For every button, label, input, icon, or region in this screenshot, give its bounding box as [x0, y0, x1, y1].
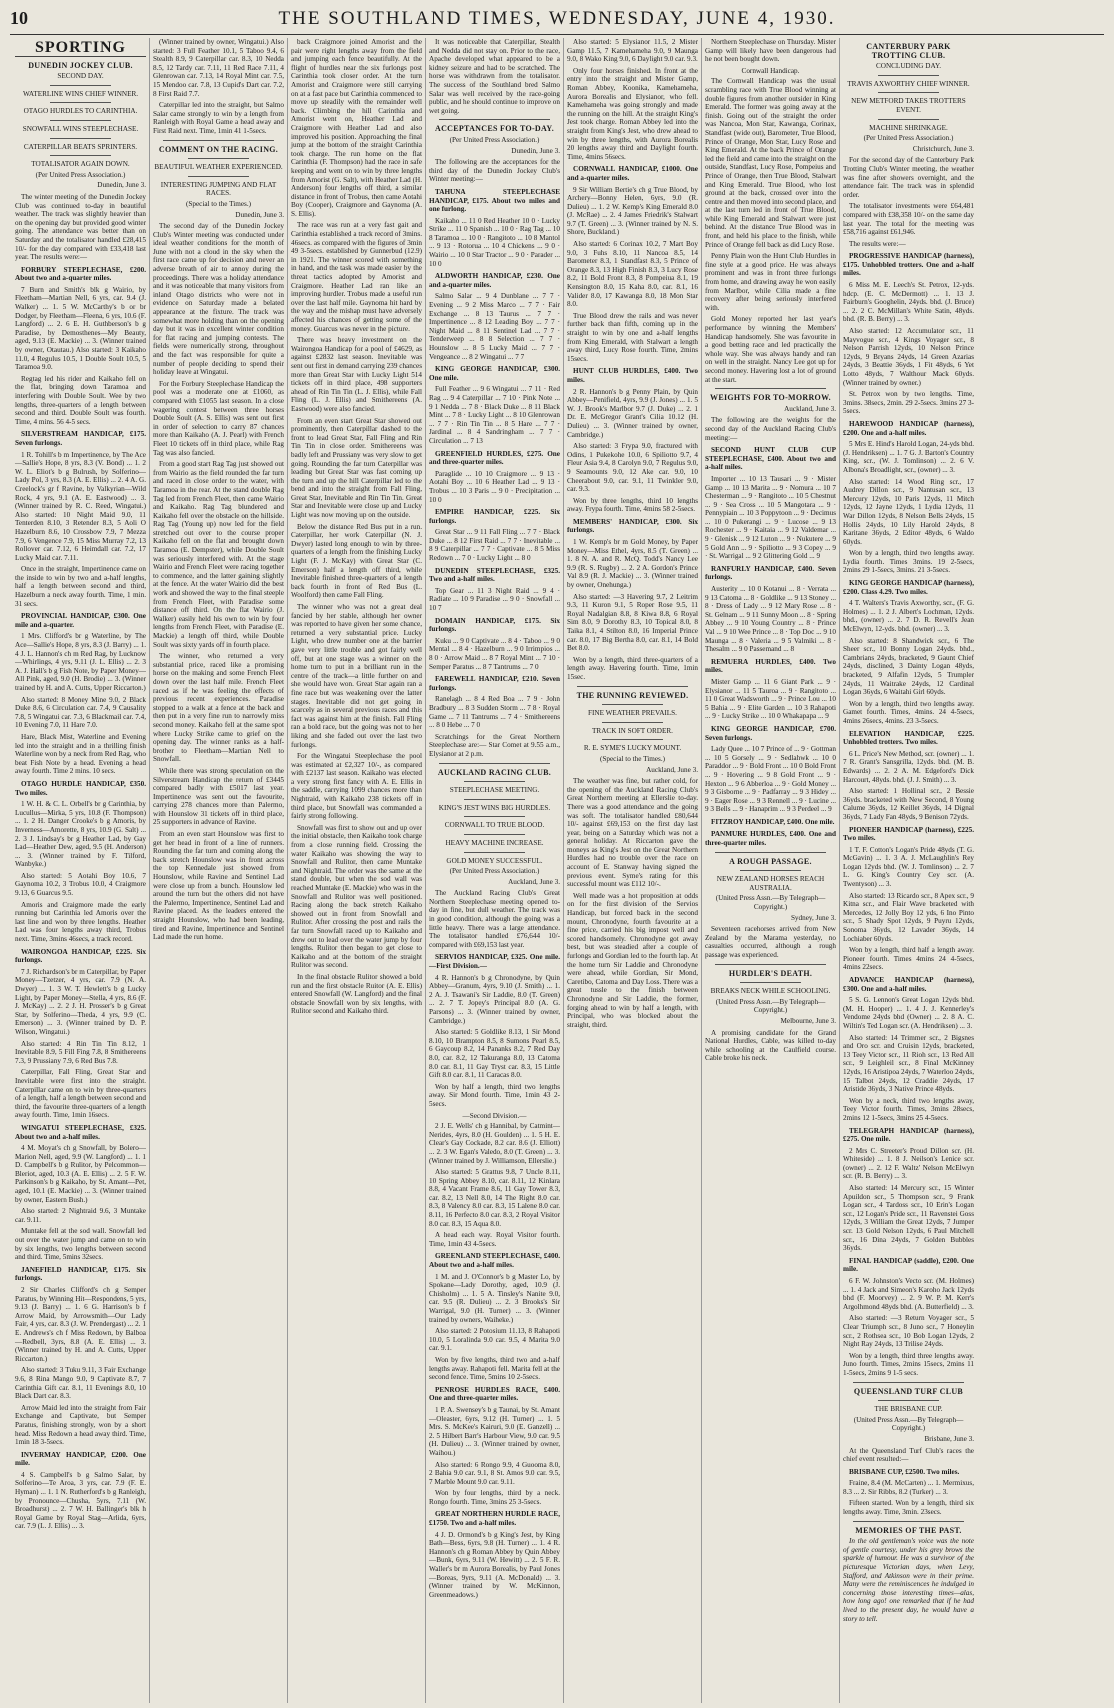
race-result: 7 Burn and Smith's blk g Wairio, by Fleetham—Martian Nell, 6 yrs, car. 9.4 (J. Walker) ... 1. 5 W. McCarthy's b or br Dodger, by Fleetham—Fleena, 6 yrs, 10.6 (F. Langford) ... 2. 6 E. H. Guthberson's b g Paradise, by Demosthenes—My Beauty, aged, 9.13 (E. Mackie) ... 3. (Winner trained by owner, Otautau.) Also started: 3 Kaikaho 11.0, 4 Regulus 10.5, 1 Double Soult 10.5, 5 Taramoa 9.0.: [15, 285, 146, 372]
race-result: Also started: 14 Trimmer scr., 2 Bigsnes and Oro scr. and Cruisin 12yds, bracketed, 13 Teey Victor scr., 11 Rioh scr., 13 Red All scr., 9 Leighleil scr., 8 Final McKinney 12yds, 16 Aristipoa 24yds, 7 Waterloo 24yds, 15 Talbot 24yds, 12 Craddie 24yds, 17 Aristide 36yds, 3 Native Prince 48yds.: [843, 1033, 974, 1094]
article-paragraph: While there was strong speculation on the Silverstream Handicap the return of £3445 compared badly with £5017 last year. Impertinence was sent out the favourite, carrying 278 chances more than Palermo, with Hounslow 31 tickets off in third place, 25 supporters in advance of Ravine.: [153, 766, 284, 827]
dateline: Christchurch, June 3.: [912, 144, 974, 153]
race-result: 5 Mrs E. Hind's Harold Logan, 24-yds bhd. (J. Hendriksen) ... 1. 7 G. J. Barton's Country King, scr., (W. J. Tomlinson) ... 2. 6 V. Albona's Broadlight, scr., (owner) ... 3.: [843, 440, 974, 474]
article-paragraph: A promising candidate for the Grand National Hurdles, Cable, was killed to-day while schooling at the Caulfield course. Cable broke his neck.: [705, 1028, 836, 1063]
article-paragraph: The race was run at a very fast gait and Carinthia established a track record of 3mins. 46secs. as compared with the figures of 3min 49 3-5secs. established by Gunnerbud (12.9) in 1921. The winner scored with something in hand, and the task was made easier by the threat tactics adopted by Amorist and Craigmore. Heather Lad ran like an improving hurdler. Trobus made a useful run over the last half mile. Gaynoma hit hard by the way and the mishap must have adversely affected his chances of getting some of the money. Guarcus was never in the picture.: [291, 221, 422, 333]
race-result: Also started: 6 Corinax 10.2, 7 Mart Boy 9.0, 3 Fuhs 8.10, 11 Nancoa 8.5, 14 Barometer 8.3, 1 Standfast 8.3, 5 Prince of Orange 8.3, 13 High Finish 8.3, 3 Lucy Rose 8.2, 11 Bold Front 8.3, 8 Pompeiua 8.1, 19 Kensington 8.0, 15 Kaha 8.0, car. 8.1, 16 Valider 8.0, 17 Kawanga 8.0, 18 Mon Star 8.0.: [567, 240, 698, 309]
race-result: 4 J. D. Ormond's b g King's Jest, by King Bath—Bess, 6yrs, 9.8 (H. Turner) ... 1. 4 R. Hannon's ch g Roman Abbey by Quin Abbey—Bunk, 6yrs, 9.11 (W. Hewitt) ... 2. 5 F. R. Waller's br m Aurora Borealis, by Paul Jones—Boreas, 9yrs, 9.11 (A. McDonald) ... 3. (Winner trained by W. McKinnon, Greenmeadows.): [429, 1530, 560, 1599]
race-title: KING GEORGE HANDICAP, £700. Seven furlongs.: [705, 724, 836, 742]
divider: [439, 763, 550, 764]
press-credit: (Special to the Times.): [599, 754, 666, 763]
masthead: [10, 8, 1104, 35]
headline: TOTALISATOR AGAIN DOWN.: [31, 160, 130, 169]
article-subheading: KING'S JEST WINS BIG HURDLES.: [438, 803, 551, 812]
race-title: GREENLAND STEEPLECHASE, £400. About two and a-half miles.: [429, 1252, 560, 1270]
article-paragraph: The totalisator investments were £64,481 compared with £38,358 10/- on the same day last year. The total for the meeting was £58,716 against £61,946.: [843, 202, 974, 237]
race-title: FORBURY STEEPLECHASE, £200. About two and a-quarter miles.: [15, 265, 146, 283]
race-title: BRISBANE CUP, £2500. Two miles.: [849, 1467, 960, 1476]
divider: [602, 704, 663, 705]
article-paragraph: The winner who was not a great deal fancied by her stable, although her owner was reported to have given her some chance, returned a very substantial price. Lucky Light, who drew number one at the barrier gave very little trouble and got fairly well off, but at one stage was a winner on the home turn to put in a brilliant run in the centre of the track—a little further on and she would have won. Great Star again ran a fine race but was weakening over the latter stages. Inevitable did not get going in scarcely as in several previous races and this fact was against him at the finish. Fall Fling ran a bold race, but the going was not to her liking and she faded out over the last two furlongs.: [291, 603, 422, 749]
race-title: KING GEORGE HANDICAP (harness), £200. Class 4.29. Two miles.: [843, 579, 974, 596]
race-title: GREAT NORTHERN HURDLE RACE, £1750. Two and a-half miles.: [429, 1510, 560, 1528]
race-comment: Only four horses finished. In front at the entry into the straight and Mister Gamp, Roman Abbey, Koonika, Kamehameha, Aurora Borealis and Elysianor, who fell. Kamehameha was going strongly and made the running on the hill. At the straight King's Jest took charge. Roman Abbey led into the straight from King's Jest, who drew ahead to win by three lengths, with Aurora Borealis 20 lengths away third and Daylight fourth. Time, 4mins 56secs.: [567, 66, 698, 161]
race-title: DOMAIN HANDICAP, £175. Six furlongs.: [429, 616, 560, 634]
headline: OTAGO HURDLES TO CARINTHIA.: [23, 107, 138, 116]
article-paragraph: Seventeen racehorses arrived from New Zealand by the Marama yesterday, no casualties occurred, although a rough passage was experienced.: [705, 925, 836, 959]
divider: [853, 1521, 964, 1522]
divider: [715, 964, 826, 965]
race-comment: Won by a neck, third two lengths away, Teey Victor fourth. Times, 3mins 28secs, 2mins 12 1-5secs, 3mins 25 4-5secs.: [843, 1096, 974, 1122]
race-comment: A head each way. Royal Visitor fourth. Time, 1min 43 4-5secs.: [429, 1231, 560, 1248]
race-title: EMPIRE HANDICAP, £225. Six furlongs.: [429, 508, 560, 525]
race-result: 6 F. W. Johnston's Vecto scr. (M. Holmes) ... 1. 4 Jack and Simeon's Karoho Jack 12yds bhd (F. Moorvey) ... 2. 9 W. P. M. Kerr's Argolhmond 48yds bhd. (A. Butterfield) ... 3.: [843, 1277, 974, 1311]
dateline: Melbourne, June 3.: [780, 1016, 836, 1025]
article-heading: MEMORIES OF THE PAST.: [855, 1525, 962, 1535]
race-comment: Caterpillar led into the straight, but Salmo Salar came strongly to win by a length from Ranleigh with Royal Game a head away and First Raid next. Time, 1min 41 1-5secs.: [153, 101, 284, 135]
article-heading: QUEENSLAND TURF CLUB: [853, 1386, 964, 1396]
weights-list: Mister Gamp ... 11 6 Giant Park ... 9 · Elysianor ... 11 5 Tauroa ... 9 · Rangitoto ... 11 0 Great Wadsworth ... 9 · Prince Lou ... 10 5 Bahia ... 9 · Elite Garden ... 10 3 Rahapoti ... 9 · Lucky Strike ... 10 0 Whakapapa ... 9: [705, 677, 836, 721]
article-heading: THE RUNNING REVIEWED.: [576, 690, 689, 700]
weights-list: Importer ... 10 13 Tausari ... 9 · Mister Gamp ... 10 13 Marita ... 9 · Nomura ... 10 7 Chesterman ... 9 · Rangitoto ... 10 5 Chestnut ... 9 · Sea Cross ... 10 5 Mangotara ... 9 · Pennypiain ... 10 3 Poppytoon ... 9 · Decimus ... 10 0 Pukerangi ... 9 · Lucose ... 9 13 Rochester ... 9 · Kaitaia ... 9 12 Valdemar ... 9 · Glenisk ... 9 12 Luton ... 9 · Nukutere ... 9 5 Gold Ann ... 9 · Spiliotto ... 9 3 Copey ... 9 · St. Warrigal ... 9 2 Glittering Gold ... 9: [705, 474, 836, 561]
article-paragraph: Below the distance Red Bus put in a run. Caterpillar, her work Caterpillar (N. J. Dwyer) lasted long enough to win by three-quarters of a length from the finishing Lucky Light (F. J. McKay) with Great Star (C. Emerson) half a length off third, while Inevitable finished three-quarters of a length back fourth in front of Red Bus (L. Woolford) then came Fall Fling.: [291, 522, 422, 600]
race-result: 4 M. Moyat's ch g Snowfall, by Bolero—Marion Nell, aged, 9.9 (W. Langford) ... 1. 1 D. Campbell's b g Rulitor, by Pelcommon—Bleriot, aged, 10.3 (A. E. Ellis) ... 2. 5 F. W. Parkinson's b g Kaikaho, by St. Amant—Pet, aged, 10.1 (E. Mackie) ... 3. (Winner trained by owner, Eastern Bush.): [15, 1144, 146, 1204]
race-comment: Won by a length, third two lengths away. Lydia fourth. Times 3mins. 19 2-5secs, 2mins 29 1-5secs, 3mins. 21 3-5secs.: [843, 549, 974, 575]
race-comment: Won by a length, third three lengths away. Juno fourth. Times, 2mins 15secs, 2mins 11 1-5secs, 2mins 9 1-5 secs.: [843, 1351, 974, 1377]
race-result: Also started: 5 Goldlike 8.13, 1 Sir Mond 8.10, 10 Brampton 8.5, 8 Sumons Pearl 8.5, 6 Gaycoup 8.2, 14 Pananks 8.2, 7 Red Day 8.0, car. 8.2, 12 Takuranga 8.0, 13 Catoma 8.0 car. 8.1, 11 Gay Tryst car. 8.3, 15 Little Gift 8.0 car. 8.1, 11 Caracas 8.0.: [429, 1028, 560, 1080]
dateline: Auckland, June 3.: [784, 404, 836, 413]
weights-list: Lady Quee ... 10 7 Prince of ... 9 · Gottman ... 10 5 Gorsely ... 9 · Sedlahwk ... 10 0 Paraddor ... 9 · Bold Front ... 10 0 Bold Front ... 9 · Hovering ... 9 8 Gold Front ... 9 · Hexton ... 9 6 Abberloa ... 9 · Gold Money ... 9 3 Gisborne ... 9 · Padfarray ... 9 3 Hidey ... 9 · Eager Rose ... 9 3 Rennell ... 9 · Lucine ... 9 3 Bells ... 9 · Hanaprim ... 9 3 Perdeel ... 9: [705, 745, 836, 814]
acceptance-list: Ranelagh ... 8 4 Red Boa ... 7 9 · John Bradbury ... 8 3 Sudden Storm ... 7 8 · Royal Game ... 7 11 Tantrums ... 7 4 · Smithereens ... 8 0 Hebe ... 7 0: [429, 695, 560, 730]
race-title: WINGATUI STEEPLECHASE, £325. About two and a-half miles.: [15, 1123, 146, 1141]
divider: [740, 982, 801, 983]
article-heading: COMMENT ON THE RACING.: [158, 144, 279, 154]
race-result: Also started: 6 Rongo 9.9, 4 Guooma 8.0, 2 Bahia 9.0 car. 9.1, 8 St. Amos 9.0 car. 9.5, 7 Marble Mount 9.0 car. 9.11.: [429, 1460, 560, 1486]
article-paragraph: At the Queensland Turf Club's races the chief event resulted:—: [843, 1446, 974, 1464]
article-heading: ACCEPTANCES FOR TO-DAY.: [435, 124, 554, 134]
divider: [853, 1382, 964, 1383]
divider: [878, 75, 939, 76]
newspaper-title: THE SOUTHLAND TIMES, WEDNESDAY, JUNE 4, 1930.: [278, 8, 836, 29]
advertisement-text: In the old gentleman's voice was the note of gentle courtesy, under his grey brows the sparkle of humour. He was a survivor of the picturesque Victorian days, when Levy, Stafford, and Atkinson were in their prime. Many were the reminiscences he indulged in concerning those interesting times—alas, how long ago! one remarked that if he had lived to the present day, he would have a story to tell.: [843, 1537, 974, 1623]
press-credit: (Per United Press Association.): [35, 170, 126, 179]
article-subheading: BEAUTIFUL WEATHER EXPERIENCED.: [154, 163, 283, 172]
article-subheading: CONCLUDING DAY.: [875, 62, 942, 71]
race-result: 1 Mrs. Clifford's br g Waterline, by The Ace—Sallie's Hope, 8 yrs, 8.3 (J. Barry) ... 1. 4 J. L. Hannon's ch m Red Rag, by Lucknow—Whirlings, 4 yrs, 9.11 (J. L. Ellis) ... 2. 3 A. J. Hall's b g Fish Note, by Paper Money—All Pink, aged, 9.0 (H. Brodie) ... 3. (Winner trained by H. and A. Cutts, Upper Riccarton.): [15, 632, 146, 692]
article-subheading: TRAVIS AXWORTHY CHIEF WINNER.: [847, 79, 970, 88]
article-paragraph: Scratchings for the Great Northern Steeplechase are:— Star Comet at 9.55 a.m., Elysianor at 2 p.m.: [429, 732, 560, 758]
race-result: Also started: 4 Rin Tin Tin 8.12, 1 Inevitable 8.9, 5 Fill Fing 7.8, 8 Smithereens 7.3, 9 Prussiany 7.9, 6 Red Bus 7.8.: [15, 1039, 146, 1065]
race-result: Also started: 3 Tuku 9.11, 3 Fair Exchange 9.6, 8 Rina Mango 9.0, 9 Captivate 8.7, 7 Carinthia Gift car. 8.1, 11 Evenings 8.0, 10 Black Dart car. 8.3.: [15, 1366, 146, 1401]
article-subheading: FINE WEATHER PREVAILS.: [588, 709, 677, 718]
race-comment: Caterpillar, Fall Fling, Great Star and Inevitable were first into the straight. Caterpillar came on to win by three-quarters of a length, half a length between second and third, the favourite three-quarters of a length away fourth. Time, 1min 16secs.: [15, 1068, 146, 1120]
race-title: CORNWALL HANDICAP, £1000. One and a-quarter miles.: [567, 165, 698, 182]
article-paragraph: For the second day of the Canterbury Park Trotting Club's Winter meeting, the weather was fine after showers overnight, and the attendance fair. The track was in splendid order.: [843, 156, 974, 199]
race-title: HUNT CLUB HURDLES, £400. Two miles.: [567, 367, 698, 384]
race-result: 1 W. H. & C. L. Orbell's br g Carinthia, by Lucullus—Mirka, 5 yrs, 10.8 (F. Thompson) ... 1. 2 H. Danger Crooke's b g Amoris, by Inverness—Amorette, 8 yrs, 10.9 (G. Salt) ... 2. 3 J. Lindsay's br g Heather Lad, by Gay Lad—Heather Dew, aged, 9.5 (H. Anderson) ... 3. (Winner trained by F. Tilford, Wanbyke.): [15, 800, 146, 869]
article-subheading: CORNWALL TO TRUE BLOOD.: [444, 821, 545, 830]
article-paragraph: There was heavy investment on the Wairongoa Handicap for a pool of £4629, as against £2832 last season. Inevitable was sent out first in demand carrying 239 chances more than Great Star with Lucky Light 514 tickets off in third place, 498 supporters ahead of Rin Tin Tin (L. J. Ellis), while Fall Fling (L. J. Ellis) and Smithereens (A. Eastwood) were also fancied.: [291, 336, 422, 413]
divider: [464, 816, 525, 817]
race-title: SILVERSTREAM HANDICAP, £175. Seven furlongs.: [15, 430, 146, 447]
race-result: 4 R. Hannon's b g Chronodyne, by Quin Abbey—Granum, 4yrs, 9.10 (J. Smith) ... 1. 2 A. J. Tsawani's Sir Laddie, 8.0 (T. Green) ... 2. 7 T. Jopey's Principal 8.0 (A. G. Parsons) ... 3. (Winner trained by owner, Cambridge.): [429, 973, 560, 1025]
race-comment: Won by four lengths, third by a neck. Rongo fourth. Time, 3mins 25 3-5secs.: [429, 1489, 560, 1506]
race-result: 1 R. Tohill's b m Impertinence, by The Ace—Sallie's Hope, 8 yrs, 8.3 (V. Bond) ... 1. 2 W. L. Eliot's b g Bulrush, by Solferino—Lady Pol, 3 yrs, 8.3 (A. E. Ellis) ... 2. 4 A. G. Creelock's gr f Ravine, by Valkyrian—Wild Rock, 4 yrs, 9.1 (A. E. Eastwood) ... 3. (Winner trained by R. C. Reed, Wingatui.) Also started: 10 Night Maid 9.0, 11 Tenterden 8.10, 3 Retender 8.3, 5 Aoli O Hazelburn 8.6, 10 Crossbow 7.9, 7 Mezza 7.9, 6 Vengence 7.9, 15 Miss Murray 7.2, 13 Rollover car. 7.12, 6 Heimdall car. 7.2, 17 Lucky Maid car. 7.11.: [15, 450, 146, 562]
article-paragraph: The results were:—: [849, 239, 906, 248]
divider: [878, 119, 939, 120]
race-result: 1 W. Kemp's br m Gold Money, by Paper Money—Miss Ethel, 4yrs, 8.5 (T. Green) ... 1. 8 N. A. and R. McQ. Todd's Nancy Lee 9.9 (R. S. Rugby) ... 2. 2 A. Gordon's Prince Val 8.9 (R. J. Mackie) ... 3. (Winner trained by owner, Onehunga.): [567, 538, 698, 590]
divider: [878, 92, 939, 93]
article-heading: CANTERBURY PARK TROTTING CLUB.: [866, 42, 951, 60]
column-6: [701, 38, 839, 1703]
column-3: [287, 38, 425, 1703]
race-comment: St. Petrox won by two lengths. Time, 3mins. 38secs, 2min. 29 2-5secs. 3mins 27 3-5secs.: [843, 390, 974, 416]
divider: [577, 686, 688, 687]
article-paragraph: The winter meeting of the Dunedin Jockey Club was continued to-day in beautiful weather. The track was slightly heavier than on the opening day but provided good winter going. The attendance was better than on Saturday and the totalisator handled £28,415 10/- for the day compared with £33,418 last year. The results were:—: [15, 192, 146, 262]
race-comment: Won by a length, third two lengths away. Gamet fourth. Times, 4mins. 24 4-5secs, 4mins 26secs, 4mins. 23 3-5secs.: [843, 699, 974, 725]
race-title: MEMBERS' HANDICAP, £300. Six furlongs.: [567, 517, 698, 535]
dateline: Dunedin, June 3.: [511, 146, 560, 155]
divider: [602, 722, 663, 723]
race-result: Also started: 13 Ricardo scr., 8 Apex scr., 9 Kitna scr., and Flair Wave bracketed with Mercedes, 12 Jolly Boy 12 yds, 6 Ino Pinto scr., 5 Shady Spot 12yds, 9 Puyru 12yds, Sonoma 36yds, 12 Lavader 36yds, 14 Lochiaber 60yds.: [843, 891, 974, 943]
section-heading: SPORTING: [15, 44, 146, 57]
race-result: 4 T. Walters's Travis Axworthy, scr., (F. G. Holmes) ... 1. 2 J. Albert's Lochman, 12yds. bhd., (owner) ... 2. 7 D. R. Revell's Jean McElwyn, 12-yds. bhd. (owner) ... 3.: [843, 599, 974, 634]
race-result: Also started: 8 Money Mine 9.0, 2 Black Duke 8.6, 6 Circulation car. 7.4, 9 Causality 7.8, 5 Wingatui car. 7.3, 6 Blackmail car. 7.4, 10 Evening 7.0, 11 Hare 7.0.: [15, 695, 146, 730]
race-result: Fraine, 8.4 (M. McCarten) ... 1. Mermixus, 8.3 ... 2. Sir Ribbs, 8.2 (Turker) ... 3.: [843, 1479, 974, 1496]
article-subheading: THE BRISBANE CUP.: [874, 1405, 943, 1414]
article-paragraph: Gold Money reported her last year's performance by winning the Members' Handicap handsomely. She was favourite in a good betting race and led practically the whole way. She was always handy and ran on well in the straight. Nancy Lee got up for second money. Havering lost a lot of ground at the start.: [705, 315, 836, 384]
race-title: PROGRESSIVE HANDICAP (harness), £175. Unhobbled trotters. One and a-half miles.: [843, 252, 974, 278]
article-paragraph: back Craigmore joined Amorist and the pair were right lengths away from the field and jumping each fence beautifully. At the flight of hurdles near the six furlongs post Carinthia took closer order. At the turn Amorist and Craigmore were still carrying on at a fast pace but Carinthia commenced to move up steadily with the remainder well back. Climbing the hill Carinthia and Amorist went on, Heather Lad and Craigmore with Heather Lad and also improved his position. Approaching the final jump at the bottom of the straight Carinthia took charge. The run home on the flat Carinthia (F. Thompson) had the race in safe keeping and went on to win by three lengths from Amorist (G. Salt), with Heather Lad (H. Anderson) four lengths off third, a similar distance in front of Trobus, then came Aotahi Boy (Cooper), Craigmore and Gaynoma (A. S. Ellis).: [291, 38, 422, 218]
race-result: Also started: 5 Elysianor 11.5, 2 Mister Gamp 11.5, 7 Kamehameha 9.0, 9 Maunga 9.0, 8 Wako King 9.0, 6 Daylight 9.0 car. 9.3.: [567, 38, 698, 64]
article-paragraph: From an even start Great Star showed out prominently, then Caterpillar dashed to the front to lead Great Star, Fall Fling and Rin Tin Tin in close order. Smithereens was badly left and Prussiany was very slow to get going. Rounding the far turn Caterpillar was leading but Great Star was fast coming up the turn and up the hill Caterpillar led to the bend and into the straight from Fall Fling, Great Star, Inevitable and Rin Tin Tin. Great Star and Inevitable were close up and Lucky Light was now moving up on the outside.: [291, 416, 422, 520]
race-result: (Winner trained by owner, Wingatui.) Also started: 3 Full Feather 10.1, 5 Taboo 9.4, 6 Stealth 8.9, 9 Caterpillar car. 8.3, 10 Nedda 8.5, 12 Tardy car. 7.11, 11 Red Race 7.11, 4 Glenrowan car. 7.13, 14 Royal Mint car. 7.5, 15 Mendoo car. 7.8, 13 Cupid's Dart car. 7.2, 8 First Raid 7.7.: [153, 38, 284, 98]
dateline: Auckland, June 3.: [646, 765, 698, 774]
divider: [464, 781, 525, 782]
dateline: Dunedin, June 3.: [235, 210, 284, 219]
article-subheading: MACHINE SHRINKAGE.: [869, 123, 948, 132]
article-subheading: HEAVY MACHINE INCREASE.: [445, 838, 544, 847]
press-credit: (Special to the Times.): [185, 199, 252, 208]
race-comment: Hare, Black Mist, Waterline and Evening led into the straight and in a thrilling finish Waterline won by a neck from Red Rag, who beat Fish Note by a head. Evening a head away fourth. Time 2 mins. 10 secs.: [15, 732, 146, 776]
race-title: PIONEER HANDICAP (harness), £225. Two miles.: [843, 825, 974, 843]
race-result: Also started: 1 Hollinal scr., 2 Bessie 36yds. bracketed with New Second, 8 Young Calume 36yds, 12 Keillet 36yds, 14 Dignal 36yds, 7 Lady Fan 48yds, 9 Benison 72yds.: [843, 787, 974, 821]
division-label: —Second Division.—: [462, 1111, 527, 1120]
article-subheading: TRACK IN SOFT ORDER.: [592, 726, 673, 735]
race-title: DUNEDIN STEEPLECHASE, £325. Two and a-half miles.: [429, 566, 560, 584]
race-comment: Won by three lengths, third 10 lengths away. Frypa fourth. Time, 4mins 58 2-5secs.: [567, 496, 698, 514]
divider: [878, 1400, 939, 1401]
acceptance-list: Top Gear ... 11 3 Night Raid ... 9 4 · Radiate ... 10 9 Paradise ... 9 0 · Snowfall ... 10 7: [429, 586, 560, 613]
column-2: [149, 38, 287, 1703]
article-paragraph: The second day of the Dunedin Jockey Club's Winter meeting was conducted under ideal weather conditions for the month of June with not a cloud in the sky when the first race came up for decision and never an adverse breath of air to annoy during the proceedings. There was a holiday attendance and it was noticeable that many visitors from inland Otago districts who were not in evidence on Saturday made a belated appearance at the fixture. The track was somewhat more holding than on the opening day but it was in excellent winter condition for flat racing and jumping contests. The fields were numerically strong, throughout and the fact was responsible for quite a number of people deciding to spend their holiday leave at Wingatui.: [153, 222, 284, 377]
article-paragraph: For the Wingatui Steeplechase the pool was estimated at £2,327 10/-, as compared with £2137 last season. Kaikaho was elected a very strong first fancy with A. E. Ellis in the saddle, carrying 1099 chances more than Nightraid, with Kaikaho 238 tickets off in third place, but Snowfall was commanded a fairly strong following.: [291, 752, 422, 821]
dateline: Sydney, June 3.: [790, 913, 836, 922]
headline: CATERPILLAR BEATS SPRINTERS.: [23, 142, 138, 151]
acceptance-list: Great Star ... 9 11 Fall Fling ... 7 7 · Black Duke ... 8 12 First Raid ... 7 7 · Inevitable ... 8 9 Caterpillar ... 7 7 · Captivate ... 8 5 Miss Redown ... 7 0 · Lucky Light ... 8 0: [429, 528, 560, 563]
race-result: 7 J. Richardson's br m Caterpillar, by Paper Money—Tzetzer, 4 yrs, car. 7.9 (N. A. Dwyer) ... 1. 3 W. T. Hewlett's b g Lucky Light, by Paper Money—Stella, 4 yrs, 8.6 (F. J. McKay) ... 2. 2 J. H. Prosser's b g Great Star, by Solferino—Theda, 4 yrs, 9.9 (C. Emerson) ... 3. (Winner trained by D. P. Wilson, Wingatui.): [15, 967, 146, 1036]
divider: [163, 140, 274, 141]
page-number: 10: [10, 8, 28, 28]
race-result: Also started: —3 Havering 9.7, 2 Leitrim 9.3, 11 Kuron 9.1, 5 Roper Rose 9.5, 11 Royal Nadalgian 8.8, 8 Kiwa 8.8, 6 Royal Sim 8.0, 9 Dorothy 8.3, 10 Topical 8.0, 8 Taika 8.1, 4 Stilton 8.0, 16 Imperial Prince car. 8.0, 17 Big Bertha 8.0, car. 8.1, 14 Bold Bet 8.0.: [567, 592, 698, 653]
race-comment: Won by a length, third three-quarters of a length away. Havering fourth. Time, 1min 15sec.: [567, 655, 698, 681]
race-title: PROVINCIAL HANDICAP, £300. One mile and a-quarter.: [15, 612, 146, 629]
press-credit: (Per United Press Association.): [863, 134, 954, 143]
race-title: JANEFIELD HANDICAP, £175. Six furlongs.: [15, 1265, 146, 1283]
race-title: INVERMAY HANDICAP, £200. One mile.: [15, 1450, 146, 1468]
race-comment: Regtag led his rider and Kaikaho fell on the flat, bringing down Taramoa and interfering with Double Soult. Wee by two lengths, three-quarters of a length between second and third. Double Soult was fourth. Time, 4 mins. 56 4-5 secs.: [15, 374, 146, 426]
divider: [715, 852, 826, 853]
race-result: 4 S. Campbell's b g Salmo Salar, by Solferino—Te Aroa, 3 yrs, car. 7.9 (F. E. Hyman) ... 1. 1 N. Rutherford's b g Ranleigh, by Pronounce—Chusha, 5yrs, 7.11 (W. Broadhurst) ... 2. 7 W. H. Ballinger's blk h Royal Game by Royal Stag—Arlida, 6yrs, car. 7.9 (L. J. Ellis) ... 3.: [15, 1470, 146, 1531]
race-title: PENROSE HURDLES RACE, £400. One and three-quarter miles.: [429, 1385, 560, 1403]
headline: SNOWFALL WINS STEEPLECHASE.: [22, 124, 139, 133]
race-result: Also started: 5 Aotahi Boy 10.6, 7 Gaynoma 10.2, 3 Trobus 10.0, 4 Craigmore 9.13, 6 Guarcus 9.5.: [15, 871, 146, 898]
race-title: GREENFIELD HURDLES, £275. One and three-quarter miles.: [429, 449, 560, 467]
article-paragraph: From a good start Rag Tag just showed out from Wairio as the field rounded the far turn and raced in close order to the water, with Taramoa in the rear. At the stand double Rag Tag led from French Fleet, then came Wairio and Kaikaho. Rag Tag blundered and Kaikaho fell over the obstacle on the hillside. Rag Tag (Young up) now led for the field stretched out over to the course proper Kaikaho fell on the flat and brought down Taramoa (E. Dempster), while Double Soult was seriously interfered with. At the stage Wairio and French Fleet were racing together to commence, and the latter gaining slightly at the fence. At the water Wairio did the best work and showed the way to the final steeple from French Fleet, with Paradise some distance off third. On the flat Wairio (J. Walker) easily held his own to win by four lengths from French Fleet, with Paradise (E. Mackie) a length off third, while Double Soult was sixty yards off in fourth place.: [153, 460, 284, 649]
article-paragraph: The following are the acceptances for the third day of the Dunedin Jockey Club's Winter meeting:—: [429, 158, 560, 184]
press-credit: (United Press Assn.—By Telegraph—Copyright.): [715, 894, 826, 912]
race-result: 2 Mrs C. Streeter's Proud Dillon scr. (H. Whiteside) ... 1. 8 J. Neilson's Lenice scr. (owner) ... 2. 12 F. Waltz' Nelson McElwyn scr. (R. B. Berry) ... 3.: [843, 1146, 974, 1181]
divider: [439, 119, 550, 120]
article-paragraph: The weather was fine, but rather cold, for the opening of the Auckland Racing Club's Great Northern meeting at Ellerslie to-day. There was a good attendance and the going was soft. The totalisator handled £80,644 10/- against £69,153 on the first day last year, being on a Saturday which was not a general holiday. At Riccarton gave the moneys as King's Jest on the Great Northern Hurdles had no trouble over the race on account of E. Stanway having signed the previous event. Syme's rating for this successful mount was £112 10/-.: [567, 777, 698, 889]
article-paragraph: From an even start Hounslow was first to get her head in front of a line of runners. Rounding the far turn and coming along the back stretch Hounslow was in front across the top Kennedale just showed from Hounslow, while Ravine and Sentinel Lad were close up from a bunch. Hounslow led around the turn but the others did not have the Palermo, Impertinence, Sentinel Lad and Ravine placed. As the leaders entered the straight Hounslow, who had been leading, tired and Ravine, Impertinence and Sentinel Lad made the run home.: [153, 830, 284, 942]
article-subheading: NEW METFORD TAKES TROTTERS EVENT.: [851, 97, 966, 114]
race-result: 6 Miss M. E. Leech's St. Petrox, 12-yds. hdcp. (E. C. McDermott) ... 1. 13 J. Fairburn's Googhelin, 24yds. bhd. (J. Bruce) ... 2. 2 C. McMillan's White Satin, 48yds. bhd. (R. B. Berry) ... 3.: [843, 281, 974, 324]
acceptance-list: Paraglide ... 10 10 Craigmore ... 9 13 · Aotahi Boy ... 10 6 Heather Lad ... 9 13 · Trobus ... 10 3 Paris ... 9 0 · Precipitation ... 10 0: [429, 469, 560, 504]
acceptance-list: Kaikaho ... 11 0 Red Heather 10 0 · Lucky Strike ... 11 0 Spanish ... 10 0 · Rag Tag ... 10 8 Taramoa ... 10 0 · Rangitoto ... 10 8 Mantol ... 9 13 · Rotorua ... 10 4 Chickens ... 9 0 · Wairio ... 10 0 Star Tractor ... 9 0 · Parader ... 10 0: [429, 216, 560, 268]
race-comment: Amoris and Craigmore made the early running but Carinthia led Amoris over the last line and won by three lengths. Heather Lad was four lengths away third, Trobus next. Time, 3mins 46secs, a track record.: [15, 900, 146, 944]
race-title: PANMURE HURDLES, £400. One and three-quarter miles.: [705, 830, 836, 848]
article-paragraph: Well made was a hot proposition at odds on for the first division of the Servios Handicap, but forced back in the second mount, Chronodyne, fourth favourite at a fine price, carried his big impost well and scored handsomely. Chronodyne got away best, but was steadied after a couple of furlongs and Gordian led to the fourth lap. At the home turn Sir Laddie and Chronodyne were ahead, while Gordian, Sir Mond, Caretibo, Catoma and Day Loss. There was a great tussle to the finish between Chronodyne and Sir Laddie, the former, forging ahead to win by half a length, with Principal, who was blocked about the straight, third.: [567, 891, 698, 1029]
press-credit: (United Press Assn.—By Telegraph—Copyright.): [853, 1415, 964, 1433]
race-result: 1 P. A. Swensey's b g Taunai, by St. Amant—Oleaster, 6yrs, 9.12 (H. Turner) ... 1. 5 Mrs. S. McKee's Kairuri, 9.0 (E. Ganzell) ... 2. 5 Hilbert Barr's Harbour View, 9.0 car. 9.5 (H. Dulieu) ... 3. (Winner trained by owner, Waihou.): [429, 1405, 560, 1457]
column-7: [839, 38, 977, 1703]
race-result: Also started: 5 Grattus 9.8, 7 Uncle 8.11, 10 Spring Abbey 8.10, car. 8.11, 12 Kinlara 8.8, 4 Vacant Frame 8.6, 11 Gay Tower 8.3, car. 8.2, 13 Nell 8.0, 14 The Right 8.0 car. 8.3, 8 Valency 8.0 car. 8.3, 15 Lalene 8.0 car. 8.11, 16 Perfecto 8.0 car. 8.3, 2 Royal Visitor 8.0 car. 8.3, 15 Aqua 8.0.: [429, 1168, 560, 1228]
divider: [50, 85, 111, 86]
race-comment: True Blood drew the rails and was never further back than fifth, coming up in the straight to win by one and a-half lengths from King Emerald, with Stalwart a length away third, Lucy Rose fourth. Time, 2mins 15secs.: [567, 311, 698, 363]
article-paragraph: It was noticeable that Caterpillar, Stealth and Nedda did not stay on. Prior to the race, Apache developed what appeared to be a kidney seizure and had to be scratched. The horse was withdrawn from the totalisator. The success of the Southland bred Salmo Salar was well received by the race-going public, and he should continue to improve on wet going.: [429, 38, 560, 115]
article-paragraph: The following are the weights for the second day of the Auckland Racing Club's meeting:—: [705, 416, 836, 442]
race-title: FAREWELL HANDICAP, £210. Seven furlongs.: [429, 675, 560, 692]
race-result: Also started: 14 Mercury scr., 15 Winter Apuildon scr., 5 Thompson scr., 9 Frank Logan scr., 4 Tardoss scr., 10 Erin's Logan scr., 12 Logan's Pride scr., 11 Ravenstei Goss 12yds, 3 William the Great 12yds, 7 Jumper scr. 13 Gold Nelson 12yds, 6 Paul Mitchell scr., 16 Dina 24yds, 7 Golden Bubbles 36yds.: [843, 1184, 974, 1253]
race-comment: Fifteen started. Won by a length, third six lengths away. Time, 3min. 23secs.: [843, 1499, 974, 1517]
race-title: WAIRONGOA HANDICAP, £225. Six furlongs.: [15, 947, 146, 965]
race-result: 9 Sir William Bertie's ch g True Blood, by Archery—Bonny Helen, 6yrs, 9.0 (R. Dulieu) ... 1. 2 W. Kemp's King Emerald 8.0 (J. McRae) ... 2. 4 James Friedrik's Stalwart 9.7 (T. Green) ... 3. (Winner trained by N. S. Shore, Buckland.): [567, 185, 698, 237]
press-credit: (Per United Press Association.): [449, 867, 540, 876]
acceptance-list: Full Feather ... 9 6 Wingatui ... 7 11 · Red Rag ... 9 4 Caterpillar ... 7 10 · Pink Note ... 9 1 Nedda ... 7 8 · Black Duke ... 8 11 Black Mint ... 7 8 · Lucky Light ... 8 10 Glenrowan ... 7 7 · Rin Tin Tin ... 8 5 Hare ... 7 7 · Jardinal ... 8 4 Sandringham ... 7 7 · Circulation ... 7 13: [429, 385, 560, 445]
article-heading: A ROUGH PASSAGE.: [729, 856, 812, 866]
article-heading: HURDLER'S DEATH.: [728, 968, 813, 978]
divider: [50, 155, 111, 156]
race-title: SERVIOS HANDICAP, £325. One mile. —First Division.—: [429, 953, 560, 971]
divider: [50, 102, 111, 103]
column-5: [563, 38, 701, 1703]
headline: WATERLINE WINS CHIEF WINNER.: [22, 89, 139, 98]
race-result: Also started: 2 Nightraid 9.6, 3 Muntake car. 9.11.: [15, 1207, 146, 1224]
article-paragraph: For the Forbury Steeplechase Handicap the pool was a moderate one at £1060, as compared with £1055 last season. In a close wagering contest between three horses Double Soult (A. S. Ellis) was sent out first in order of selection to carry 87 chances more than Kaikaho (A. J. Pearl) with French Fleet 10 tickets off in third place, while Rag Tag was also fancied.: [153, 379, 284, 457]
race-title: TAHUNA STEEPLECHASE HANDICAP, £175. About two miles and one furlong.: [429, 187, 560, 214]
press-credit: (Per United Press Association.): [449, 135, 540, 144]
day-label: SECOND DAY.: [57, 72, 104, 81]
race-result: Also started: 8 Shandwick scr., 6 The Sheer scr., 10 Bonny Logan 24yds. bhd., Cambrians 24yds, bracketed, 9 Gaunt Chief 24yds, disclined, 3 Dainty Logan 48yds, bracketed, 9 Alfafin 12yds, 5 Trumpler 24yds, 11 Waitrake 24yds, 12 Cardinal Logan 36yds, 6 Waitahi Girl 60yds.: [843, 636, 974, 697]
race-result: 1 T. F. Cotton's Logan's Pride 48yds (T. G. McGavin) ... 1. 3 A. J. McLaughlin's Rey Logan 12yds bhd. (W. J. Tomlinson) ... 2. 7 L. G. King's Country Cey scr. (A. Twentyson) ... 3.: [843, 845, 974, 889]
divider: [602, 739, 663, 740]
column-4: [425, 38, 563, 1703]
race-title: FITZROY HANDICAP, £400. One mile.: [711, 817, 835, 826]
race-result: Also started: 3 Frypa 9.0, fractured with Odins, 1 Pukekohe 10.0, 6 Spiliotto 9.7, 4 Fleur Asia 9.4, 8 Carolyn 9.0, 7 Regulus 9.0, 9 Seamounts 9.0, 12 Ake car. 9.0, 10 Cheerabout 9.0, car. 9.1, 11 Twinkler 9.0, car. 9.3.: [567, 442, 698, 494]
article-paragraph: Northern Steeplechase on Thursday. Mister Gamp will likely have been dangerous had he not been bought down.: [705, 38, 836, 64]
article-heading: WEIGHTS FOR TO-MORROW.: [710, 393, 831, 403]
article-subheading: INTERESTING JUMPING AND FLAT RACES.: [160, 180, 277, 198]
divider: [50, 138, 111, 139]
dateline: Dunedin, June 3.: [97, 181, 146, 190]
race-title: TELEGRAPH HANDICAP (harness), £275. One mile.: [843, 1126, 974, 1144]
race-result: 1 M. and J. O'Connor's b g Master Lo, by Spokane—Lady Dorothy, aged, 10.9 (J. Chisholm) ... 1. 5 A. Tinsley's Nanite 9.0, car. 9.5 (R. Dulieu) ... 2. 3 Brooks's Sir Warrigal, 9.0 (H. Turner) ... 3. (Winner trained by owners, Waiheke.): [429, 1272, 560, 1324]
weights-list: Austerity ... 10 0 Kotanui ... 8 · Verrata ... 9 13 Catoma ... 8 · Goldlike ... 9 13 Stoney ... 8 · Dress of Lady ... 9 12 Mary Rose ... 8 · St. Gelnam ... 9 11 Sunny Moon ... 8 · Spring Abbey ... 9 10 Young Country ... 8 · Prince Val ... 9 10 Wee Prince ... 8 · Top Doc ... 9 10 Maunga ... 8 · Valeria ... 9 5 Valmiki ... 8 · Thesalm ... 9 0 Passemand ... 8: [705, 585, 836, 654]
article-paragraph: Snowfall was first to show out and up over the initial obstacle, then Kaikaho took charge from a close running field. Crossing the water Kaikaho was showing the way to Snowfall and Rulitor, then came Muntake and Nightraid. The order was the same at the stand double, but when the sod wall was reached Muntake (E. Mackie) who was in the Snowfall and Rulitor was well positioned. Racing along the back stretch Kaikaho showed out in front from Snowfall and Rulitor. After crossing the post and rails the far turn Snowfall raced up to Kaikaho and drew out to lead over the water jump by four lengths. Rulitor then began to get close to Kaikaho and at the bottom of the straight Rulitor was second.: [291, 823, 422, 970]
race-comment: Won by five lengths, third two and a-half lengths away. Rahapoti fell. Marita fell at the second fence. Time, 5mins 10 2-5secs.: [429, 1355, 560, 1382]
article-subheading: Cornwall Handicap.: [741, 66, 800, 75]
divider: [50, 120, 111, 121]
race-title: REMUERA HURDLES, £400. Two miles.: [705, 657, 836, 675]
divider: [188, 158, 249, 159]
columns: [12, 38, 1104, 1703]
race-result: Also started: 14 Wood Ring scr., 17 Audrey Dillon scr., 9 Nantusan scr., 13 Mercury 12yds, 10 Paris 12yds, 11 Mitch 12yds, 12 Jayne 12yds, 1 Lydia 12yds, 11 War Dillon 12yds, 8 Nelson Bells 24yds, 15 Hollis 24yds, 10 Lily Harold 24yds, 8 Karitane 36yds, 2 Editor 48yds, 6 Waldo 60yds.: [843, 477, 974, 546]
article-heading: AUCKLAND RACING CLUB.: [437, 767, 552, 777]
dateline: Auckland, June 3.: [508, 877, 560, 886]
divider: [464, 834, 525, 835]
acceptance-list: Kuku ... 9 0 Captivate ... 8 4 · Taboo ... 9 0 Mental ... 8 4 · Hazelburn ... 9 0 Irrimpios ... 8 0 · Arrow Maid ... 8 7 Royal Mint ... 7 10 · Semper Paratus ... 8 7 Tantrums ... 7 0: [429, 636, 560, 671]
race-comment: Won by half a length, third two lengths away. Sir Mond fourth. Time, 1min 43 2-5secs.: [429, 1082, 560, 1108]
divider: [715, 388, 826, 389]
article-paragraph: The Cornwall Handicap was the usual scrambling race with True Blood winning at double figures from another outsider in King Emerald. The former was going away at the finish. Going out of the straight the order was Nancoa, Mon Star, Kawanga, Corinax, Standfast (wide out), Barometer, True Blood, Prince of Orange, Mon Star, Lucy Rose and King Emerald. At the back Prince of Orange led the field and came into the straight on the outside, Standfast, Lucy Rose, Pompeius and Prince of Orange, then True Blood, Stalwart and King Emerald. True Blood, who lost ground at the back, crossed over into the centre and then moved into second place, and at the last turn led in front of True Blood, while King Emerald and Stalwart were just behind. At the distance True Blood was in front, and held his place to the finish, while Prince of Orange fell back as did Lucy Rose.: [705, 77, 836, 249]
race-title: ALDWORTH HANDICAP, £230. One and a-quarter miles.: [429, 272, 560, 289]
race-title: ADVANCE HANDICAP (harness), £300. One and a-half miles.: [843, 976, 974, 993]
race-title: FINAL HANDICAP (saddle), £200. One mile.: [843, 1256, 974, 1274]
race-result: 2 R. Hannon's b g Penny Plain, by Quin Abbey—Penifield, 4yrs, 9.9 (J. Jones) ... 1. 5 W. J. Brook's Marlbor 9.7 (J. Duke) ... 2. 1 Dr. E. McGregor Grant's Cilia 10.12 (H. Dulieu) ... 3. (Winner trained by owner, Cambridge.): [567, 387, 698, 439]
race-title: KING GEORGE HANDICAP, £300. One mile.: [429, 365, 560, 382]
divider: [464, 852, 525, 853]
race-title: RANFURLY HANDICAP, £400. Seven furlongs.: [705, 564, 836, 582]
article-subheading: NEW ZEALAND HORSES REACH AUSTRALIA.: [716, 875, 825, 892]
press-credit: (United Press Assn.—By Telegraph—Copyright.): [715, 997, 826, 1015]
race-comment: Muntake fell at the sod wall. Snowfall led out over the water jump and came on to win by six lengths, two lengths between second and third. Time, 5mins 32secs.: [15, 1227, 146, 1262]
article-paragraph: The winner, who returned a very substantial price, raced like a promising horse on the making and some French Fleet down over the last half mile. French Fleet raced as if he was feeling the effects of previous recent experiences. Paradise stopped to a walk at a fence at the back and then put in a very fine run to narrowly miss second money. Kaikaho fell at the same spot where Lucky Strike came to grief on the opening day. The winner ranks as a half-brother to Fleetham—Martian Nell to Snowfall.: [153, 652, 284, 764]
article-subheading: GOLD MONEY SUCCESSFUL.: [446, 856, 543, 865]
dateline: Brisbane, June 3.: [924, 1434, 974, 1443]
race-comment: Won by a length, third half a length away. Pioneer fourth. Times 4mins 24 4-5secs, 4mins 22secs.: [843, 946, 974, 972]
race-title: SECOND HUNT CLUB CUP STEEPLECHASE, £400. About two and a-half miles.: [705, 446, 836, 472]
race-result: 2 J. E. Wells' ch g Hannibal, by Catmint—Nerides, 4yrs, 8.0 (H. Goulden) ... 1. 5 H. E. Clear's Gay Cockade, 8.2 car. 8.6 (J. Elliott) ... 2. 3 W. Egan's Valedo, 8.0 (T. Green) ... 3. (Winner trained by J. Williamson, Ellerslie.): [429, 1122, 560, 1165]
race-result: 6 L. Price's New Method, scr. (owner) ... 1. 7 R. Grant's Sansgrilla, 12yds. bhd. (M. B. Edwards) ... 2. 2 A. M. Edgeford's Dick Harcourt, 48yds. bhd. (J. J. Smith) ... 3.: [843, 749, 974, 784]
race-title: OTAGO HURDLE HANDICAP, £350. Two miles.: [15, 779, 146, 797]
race-result: 2 Sir Charles Clifford's ch g Semper Paratus, by Winning Hit—Respondens, 5 yrs, 9.13 (J. Barry) ... 1. 6 G. Harrison's b f Arrow Maid, by Arrowsmith—Our Lady Fair, 4 yrs, car. 8.3 (J. W. Prendergast) ... 2. 1 E. Andrews's ch f Miss Redown, by Balboa—Redbell, 3yrs, 8.8 (A. E. Ellis) ... 3. (Winner trained by H. and A. Cutts, Upper Riccarton.): [15, 1286, 146, 1363]
divider: [188, 176, 249, 177]
article-paragraph: In the final obstacle Rulitor showed a bold run and the first obstacle Ruitor (A. E. Ellis) entered Snowfall (W. Langford) and the final obstacle Snowfall won by six lengths, with Rulitor second and Kaikaho third.: [291, 972, 422, 1016]
article-subheading: STEEPLECHASE MEETING.: [449, 786, 540, 795]
divider: [740, 870, 801, 871]
race-comment: Arrow Maid led into the straight from Fair Exchange and Captivate, but Semper Paratus, finishing strongly, won by a short head. Miss Redown a head away third. Time, 1min 18 3-5secs.: [15, 1403, 146, 1447]
race-result: Also started: 2 Potosium 11.13, 8 Rahapoti 10.0, 5 Loralinda 9.0 car. 9.5, 4 Marita 9.0 car. 9.1.: [429, 1327, 560, 1353]
divider: [464, 799, 525, 800]
race-result: Also started: —3 Return Voyager scr., 5 Clear Triumph scr., 8 Juno scr., 7 Honeylin scr., 2 Rothsea scr., 10 Bob Logan 12yds, 2 Night Ray 24yds, 13 Trilise 24yds.: [843, 1314, 974, 1349]
race-title: HAREWOOD HANDICAP (harness), £200. One and a-half miles.: [843, 419, 974, 437]
article-paragraph: Penny Plain won the Hunt Club Hurdles in fine style at a good price. He was always prominent and was in front three furlongs from home, and drawing away he won easily from Marlbor, while Cilia made a fine recovery after being seriously interfered with.: [705, 252, 836, 312]
article-subheading: R. E. SYME'S LUCKY MOUNT.: [583, 744, 682, 753]
race-result: 5 S. G. Lennon's Great Logan 12yds bhd. (M. H. Hooper) ... 1. 4 J. J. Kennerley's Vendome 24yds bhd (Owner) ... 2. 8 A. C. Wiltin's Ted Logan scr. (A. Hendriksen) ... 3.: [843, 996, 974, 1030]
club-name: DUNEDIN JOCKEY CLUB.: [28, 60, 133, 70]
article-subheading: BREAKS NECK WHILE SCHOOLING.: [710, 987, 831, 996]
race-title: ELEVATION HANDICAP, £225. Unhobbled trotters. Two miles.: [843, 729, 974, 747]
column-1: [12, 38, 149, 1703]
article-paragraph: The Auckland Racing Club's Great Northern Steeplechase meeting opened to-day in fine, but dull weather. The track was in good condition, although the going was a little heavy. There was a large attendance. The totalisator handled £76,644 10/- compared with £69,153 last year.: [429, 889, 560, 949]
acceptance-list: Salmo Salar ... 9 4 Dunblane ... 7 7 · Evening ... 9 2 Miss Marco ... 7 7 · Fair Exchange ... 8 13 Taurus ... 7 7 · Impertinence ... 8 12 Leading Boy ... 7 7 · Night Maid ... 8 11 Sentinel Lad ... 7 7 · Tenderweep ... 8 8 Selection ... 7 7 · Hounslow ... 8 5 Lucky Maid ... 7 7 · Vengeance ... 8 2 Wingatui ... 7 7: [429, 292, 560, 361]
race-result: Also started: 12 Accumulator scr., 11 Mayvogue scr., 4 Kings Voyager scr., 8 Nelson Parrish 12yds, 10 Nelson Prince 12yds, 9 Bryans 24yds, 14 Green Azarias 24yds, 3 Beattie 36yds, 1 Fit 48yds, 6 Yet Lotto 48yds, 7 Walthour Mack 60yds. (Winner trained by owner.): [843, 327, 974, 387]
race-comment: Once in the straight, Impertinence came on the inside to win by two and a-half lengths, half a length between second and third, Hazelburn a neck away fourth. Time, 1 min. 31 secs.: [15, 565, 146, 608]
